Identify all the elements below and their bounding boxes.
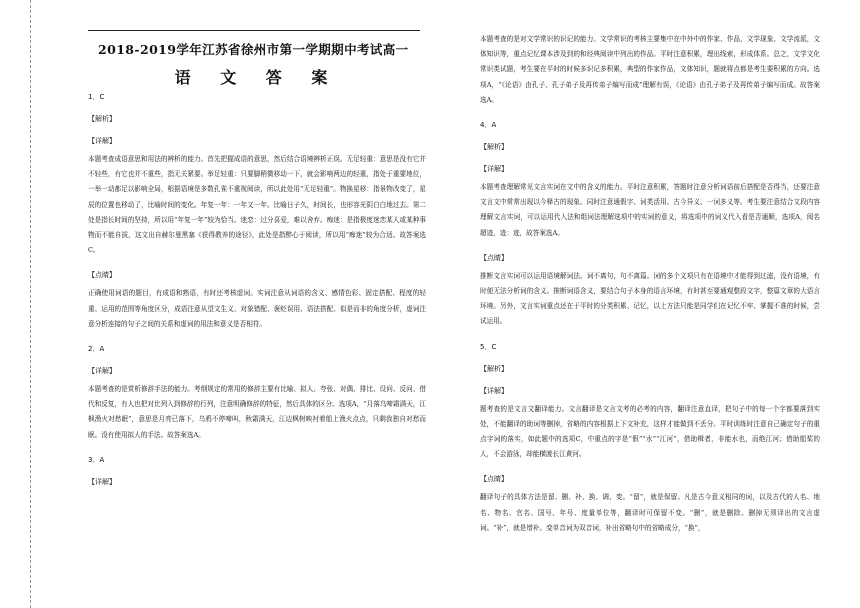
- document-subtitle: 语 文 答 案: [174, 68, 340, 87]
- answer-paragraph: 本题考查成语意思和用法的辨析的能力。首先把握成语的意思，然后结合语境辨析正误。无足轻重：意思是没有它并不轻些，有它也并不重些，指无关紧要。举足轻重：只要脚稍微移动一下，就会影响两边的轻重，指处于重要地位，一举一动都足以影响全局，根据语境是多数孔雀不重视阅读，所以此处用“无足轻重”。物换星移：指景物改变了，星辰的位置也移动了，比喻时间的变化。年复一年：一年又一年。比喻日子久，时间长，也形容光阴白白地过去。第二处是指长时间的坚持，所以用“年复一年”较为恰当。迷恋：过分喜爱，难以舍弃。痴迷：是指极度迷恋某人或某种事物而不能自拔，这文出自赫尔曼黑塞《获得教养的途径》，此处是指醉心于阅读，所以用“痴迷”较为合适。故答案选C。: [88, 155, 426, 255]
- section-label: 【解析】: [480, 143, 508, 152]
- answer-paragraph: 翻译句子的具体方法是留、删、补、换、调、变。“留”，就是保留。凡是古今意义相同的词，以及古代的人名、地名、物名、官名、国号、年号、度量单位等，翻译时可保留不变。“删”，就是删除。删掉无须译出的文言虚词。“补”，就是增补。变单音词为双音词，补出省略句中的省略成分，“换”，: [480, 493, 820, 532]
- question-number: 4．A: [480, 121, 497, 130]
- section-label: 【详解】: [88, 477, 116, 486]
- section-label: 【详解】: [480, 386, 508, 395]
- section-label: 【点睛】: [480, 253, 508, 262]
- section-label: 【详解】: [88, 367, 116, 376]
- section-label: 【解析】: [480, 364, 508, 373]
- answer-paragraph: 题考查的是文言文翻译能力。文言翻译是文言文考的必考的内容，翻译注意直译，把句子中的每一个字都要落到实处，不能翻译的助词等删掉，省略的内容根据上下文补充，这样才能做到不丢分。平时训练时注意自己确定句子的重点字词的落实，如此题中的选项C，中重点的字是“假”“水”“江河”，借助楫者，非能水也，而绝江河；借助船桨的人，不会游泳，却能横渡长江黄河。: [480, 404, 820, 459]
- answer-paragraph: 本题考查理解常见文言实词在文中的含义的能力。平时注意积累，答题时注意分析词语前后搭配是否得当，还要注意文言文中常常出现以今释古的现象。同时注意通假字、词类活用、古今异义、一词多义等。考生要注意结合文段内容理解文言实词，可以运用代入法和组词法理解选项中的实词的意义，将选项中的词义代入看是否通顺，选项A，阅名超迹，迹：迹，故答案选A。: [480, 183, 820, 237]
- question-number: 5．C: [480, 342, 497, 351]
- section-label: 【点睛】: [480, 475, 508, 484]
- section-label: 【解析】: [88, 115, 116, 123]
- section-label: 【点睛】: [88, 271, 116, 280]
- answer-paragraph: 正确使用词语的题目，有成语和熟语，有时还考核虚词。实词注意从词语的含义、感情色彩、固定搭配、程度的轻重、运用的范围等角度区分，成语注意从望文生义、对象错配、褒贬误用、语法搭配、似是而非的角度分析，虚词注意分析连接的句子之间的关系和虚词的用法和意义是否相符。: [88, 289, 426, 328]
- binding-margin: [0, 0, 40, 608]
- left-column: [88, 0, 426, 608]
- document-title: 2018-2019学年江苏省徐州市第一学期期中考试高一: [98, 42, 409, 57]
- answer-paragraph: 本题考查的是对文学常识的识记的能力。文学常识的考核主要集中在中外中的作家、作品，文学现象、文学流派，文体知识等，重点记忆课本涉及到的和经典阅读中列出的作品。平时注意积累，理出线索，形成体系。总之，文学文化常识类试题，考生要在平时的时候多识记多积累，典型的作家作品，文体知识，题就将点都是考生要积累的方向。选项A，“《论语》由孔子、孔子弟子及再传弟子编写而成”理解有误，《论语》由孔子弟子及再传弟子编写而成。故答案选A。: [480, 35, 820, 104]
- right-column: [480, 0, 820, 608]
- answer-paragraph: 推断文言实词可以运用语境解词法。词不离句，句不离篇。词的多个义项只有在语境中才能得到过滤，没有语境，有时便无法分析词的含义。推断词语含义，要结合句子本身的语言环境，有时甚至要通观整段文字，整篇文章的大语言环境。另外，文言实词重点还在于平时的分类积累、记忆，以上方法只能是同学们在记忆不牢、掌握不准的时候，尝试运用。: [480, 271, 820, 326]
- question-number: 3．A: [88, 455, 105, 464]
- right-answer-blocks: [480, 32, 820, 542]
- question-number: 1．C: [88, 93, 105, 101]
- section-label: 【详解】: [480, 165, 508, 174]
- binding-dashed-line: [30, 0, 31, 608]
- left-answer-blocks: [88, 86, 426, 493]
- question-number: 2．A: [88, 345, 105, 354]
- answer-paragraph: 本题考查的是赏析修辞手法的能力。考纲规定的常用的修辞主要有比喻、拟人、夸张、对偶、排比、设问、反问、借代和反复，有人也把对比列入到修辞的行列，注意明确修辞的特征，然后具体的区分。选项A，“月落乌啼霜满天，江枫渔火对愁眠”，意思是月亮已落下，乌鸦不停啼叫，秋霜满天，江边枫树映衬着船上渔火点点，只剩我独自对愁而眠。没有使用拟人的手法。故答案选A。: [88, 385, 426, 439]
- section-label: 【详解】: [88, 137, 116, 145]
